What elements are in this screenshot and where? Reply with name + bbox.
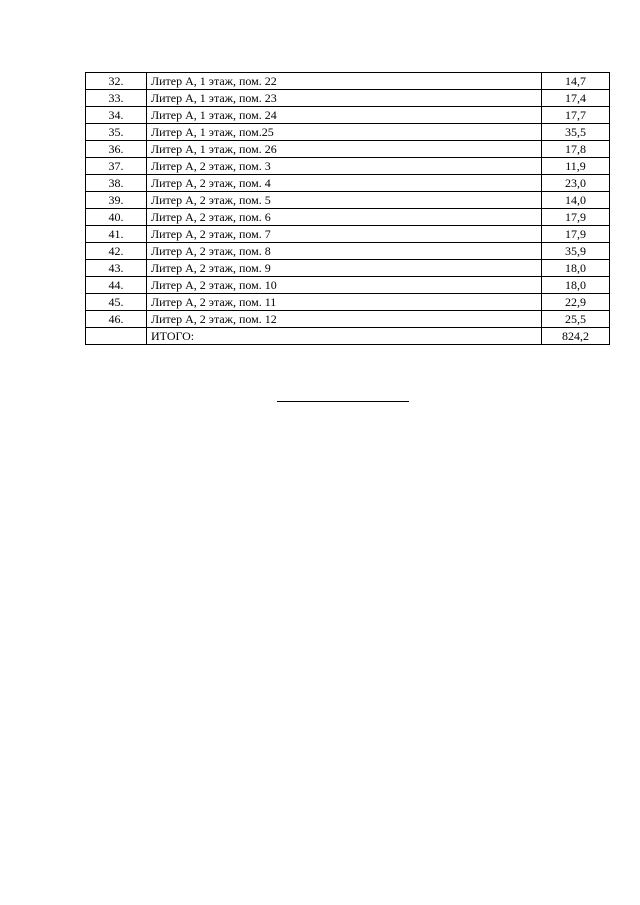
row-number: 39.	[86, 192, 147, 209]
row-number: 33.	[86, 90, 147, 107]
total-row	[86, 328, 610, 345]
total-label: ИТОГО:	[147, 328, 542, 345]
row-area-value: 17,7	[542, 107, 610, 124]
row-area-value: 14,0	[542, 192, 610, 209]
row-area-value: 17,9	[542, 226, 610, 243]
row-area-value: 18,0	[542, 277, 610, 294]
row-number: 45.	[86, 294, 147, 311]
row-description: Литер А, 1 этаж, пом. 24	[147, 107, 542, 124]
table-row	[86, 260, 610, 277]
row-description: Литер А, 1 этаж, пом.25	[147, 124, 542, 141]
row-area-value: 18,0	[542, 260, 610, 277]
row-number: 36.	[86, 141, 147, 158]
row-number: 34.	[86, 107, 147, 124]
table-row	[86, 175, 610, 192]
row-description: Литер А, 2 этаж, пом. 12	[147, 311, 542, 328]
row-number: 43.	[86, 260, 147, 277]
table-row	[86, 277, 610, 294]
row-number: 41.	[86, 226, 147, 243]
row-area-value: 35,5	[542, 124, 610, 141]
row-description: Литер А, 2 этаж, пом. 7	[147, 226, 542, 243]
row-area-value: 35,9	[542, 243, 610, 260]
table-row	[86, 243, 610, 260]
row-area-value: 17,8	[542, 141, 610, 158]
row-area-value: 17,4	[542, 90, 610, 107]
row-description: Литер А, 2 этаж, пом. 3	[147, 158, 542, 175]
row-area-value: 11,9	[542, 158, 610, 175]
row-number: 42.	[86, 243, 147, 260]
row-description: Литер А, 1 этаж, пом. 26	[147, 141, 542, 158]
row-description: Литер А, 2 этаж, пом. 5	[147, 192, 542, 209]
row-description: Литер А, 2 этаж, пом. 4	[147, 175, 542, 192]
row-description: Литер А, 2 этаж, пом. 9	[147, 260, 542, 277]
row-description: Литер А, 2 этаж, пом. 11	[147, 294, 542, 311]
total-value: 824,2	[542, 328, 610, 345]
table-row	[86, 294, 610, 311]
table-row	[86, 311, 610, 328]
row-description: Литер А, 2 этаж, пом. 10	[147, 277, 542, 294]
row-area-value: 22,9	[542, 294, 610, 311]
row-area-value: 14,7	[542, 73, 610, 90]
table-row	[86, 107, 610, 124]
row-number: 38.	[86, 175, 147, 192]
row-number: 40.	[86, 209, 147, 226]
rooms-area-table	[85, 72, 610, 345]
row-area-value: 17,9	[542, 209, 610, 226]
table-row	[86, 73, 610, 90]
row-number: 44.	[86, 277, 147, 294]
row-number: 37.	[86, 158, 147, 175]
table-row	[86, 209, 610, 226]
table-row	[86, 141, 610, 158]
table-row	[86, 192, 610, 209]
row-number: 46.	[86, 311, 147, 328]
table-row	[86, 90, 610, 107]
end-of-document-line	[277, 401, 409, 402]
row-area-value: 23,0	[542, 175, 610, 192]
row-description: Литер А, 1 этаж, пом. 22	[147, 73, 542, 90]
row-number: 35.	[86, 124, 147, 141]
row-area-value: 25,5	[542, 311, 610, 328]
row-description: Литер А, 1 этаж, пом. 23	[147, 90, 542, 107]
row-number: 32.	[86, 73, 147, 90]
row-description: Литер А, 2 этаж, пом. 6	[147, 209, 542, 226]
table-row	[86, 158, 610, 175]
table-row	[86, 226, 610, 243]
table-row	[86, 124, 610, 141]
row-description: Литер А, 2 этаж, пом. 8	[147, 243, 542, 260]
total-number	[86, 328, 147, 345]
